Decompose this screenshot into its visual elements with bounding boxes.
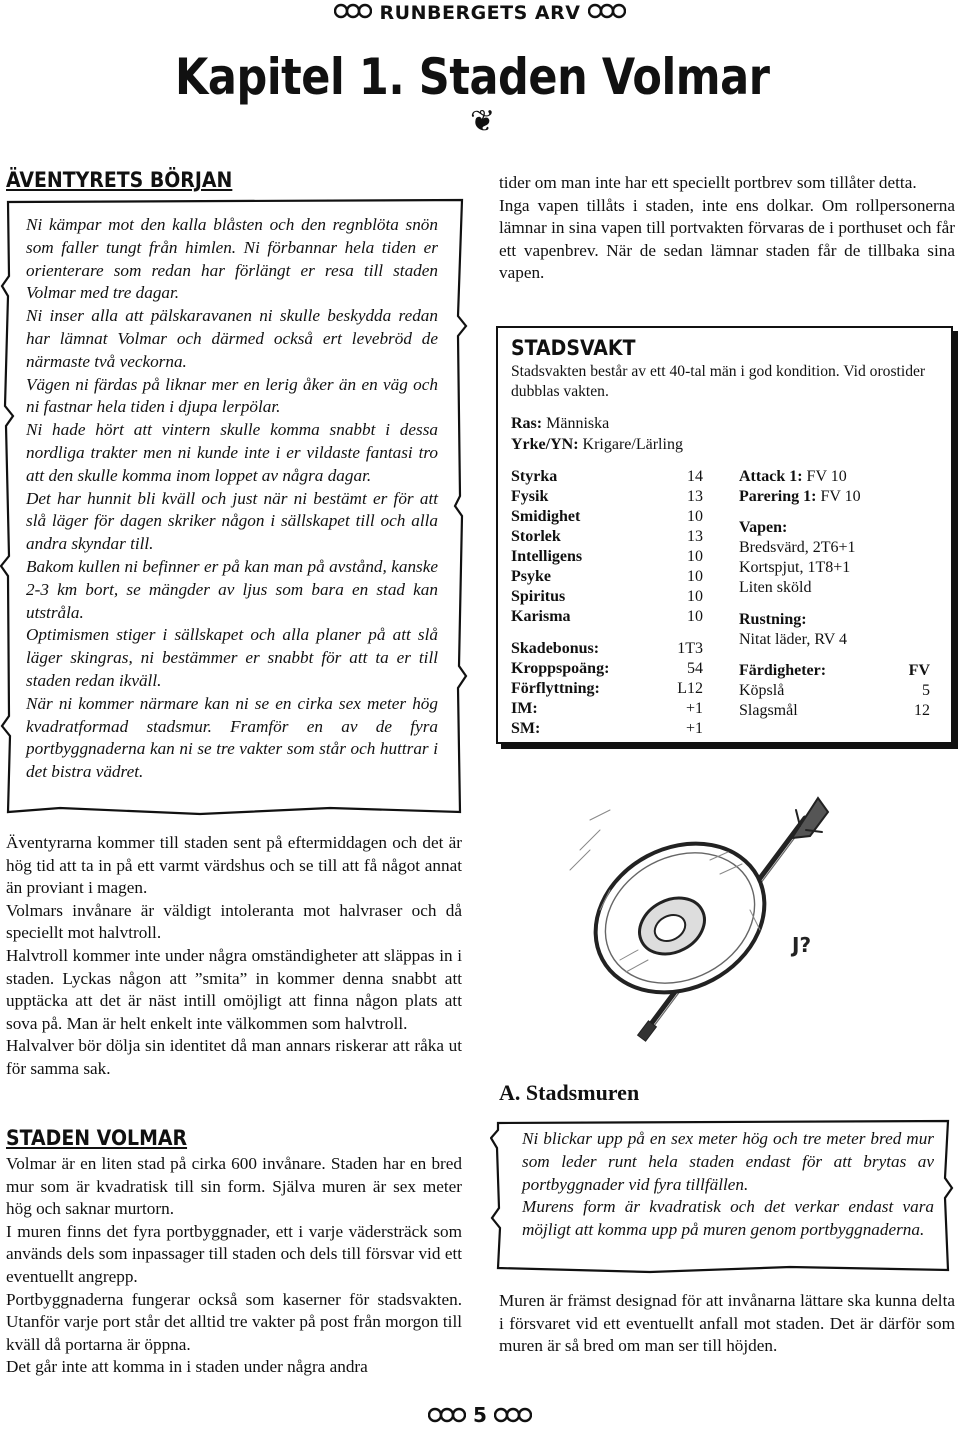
statblock-title: STADSVAKT [511, 336, 636, 360]
attribute-value: 10 [687, 508, 703, 525]
armor-value: Nitat läder, RV 4 [739, 631, 847, 648]
boxed-paragraph: Ni blickar upp på en sex meter hög och tre meter bred mur som leder runt hela staden endast för att brytas av portbyggnader vid fyra tillfällen. [522, 1129, 934, 1194]
body-paragraph: Portbyggnaderna fungerar också som kaserner för stadsvakten. Utanför varje port står det alltid tre vakter på post från morgon till kväll då portarna är öppna. [6, 1289, 462, 1354]
intro-boxed-text [26, 214, 438, 784]
attribute-value: 10 [687, 608, 703, 625]
attribute-value: 10 [687, 588, 703, 605]
armor-label: Rustning: [739, 611, 807, 628]
page-number: 5 [473, 1403, 487, 1427]
boxed-paragraph: Ni kämpar mot den kalla blåsten och den regnblöta snön som faller tungt från himlen. Ni förbannar hela tiden er orienterare som redan har förlängt er resa till staden Volmar med tre dagar. [26, 215, 438, 303]
book-title: RUNBERGETS ARV [379, 2, 581, 24]
shield-and-spear-illustration [560, 790, 860, 1060]
statblock-stadsvakt [496, 326, 953, 744]
weapons-label: Vapen: [739, 519, 788, 536]
page-footer [0, 1403, 960, 1429]
boxed-paragraph: Ni inser alla att pälskaravanen ni skulle beskydda redan har lämnat Volmar och därmed också ert levebröd de närmaste två veckorna. [26, 306, 438, 371]
knot-ornament-icon [588, 2, 626, 25]
derived-value: +1 [685, 720, 703, 737]
derived-name: Skadebonus: [511, 640, 600, 657]
body-paragraph: Volmars invånare är väldigt intoleranta mot halvraser och då speciellt mot halvtroll. [6, 900, 462, 943]
skill-name: Slagsmål [739, 702, 798, 719]
attribute-value: 14 [687, 468, 703, 485]
derived-name: Kroppspoäng: [511, 660, 610, 677]
chapter-title: Kapitel 1. Staden Volmar [175, 48, 770, 106]
fleuron-icon: ❦ [470, 104, 496, 139]
staden-volmar-text [6, 1153, 462, 1379]
skills-label: Färdigheter: [739, 662, 827, 679]
boxed-paragraph: Murens form är kvadratisk och det verkar endast vara möjligt att komma upp på muren genom portbyggnaderna. [522, 1197, 934, 1240]
race-row [511, 414, 609, 434]
job-row [511, 435, 683, 455]
derived-name: SM: [511, 720, 541, 737]
attribute-name: Karisma [511, 608, 571, 625]
boxed-paragraph: Optimismen stiger i sällskapet och alla planer på att slå läger skingras, ni bestämmer er snabbt för att ta er till staden redan ikväll. [26, 625, 438, 690]
attack-row [739, 467, 847, 487]
weapon-item: Bredsvärd, 2T6+1 [739, 539, 856, 556]
boxed-paragraph: Vägen ni färdas på liknar mer en lerig åker än en väg och ni fastnar hela tiden i djupa lerpölar. [26, 374, 438, 417]
attribute-name: Fysik [511, 488, 549, 505]
race-label: Ras: [511, 415, 543, 432]
attribute-value: 13 [687, 528, 703, 545]
job-value: Krigare/Lärling [582, 436, 683, 453]
attribute-name: Storlek [511, 528, 561, 545]
body-paragraph: Volmar är en liten stad på cirka 600 invånare. Staden har en bred mur som är kvadratisk till sin form. Själva muren är sex meter hög och saknar murtorn. [6, 1154, 462, 1219]
skill-name: Köpslå [739, 682, 785, 699]
intro-body-text [6, 832, 462, 1081]
derived-name: IM: [511, 700, 538, 717]
derived-value: L12 [677, 680, 703, 697]
body-paragraph: Inga vapen tillåts i staden, inte ens dolkar. Om rollpersonerna lämnar in sina vapen till portvakten förvaras de i porthuset och får ett vapenbrev. När de sedan lämnar staden får de tillbaka sina vapen. [499, 195, 955, 283]
body-paragraph: Äventyrarna kommer till staden sent på eftermiddagen och det är hög tid att ta in på ett varmt värdshus och se till att få något annat än proviant i magen. [6, 833, 462, 898]
section-title-staden-volmar: STADEN VOLMAR [6, 1126, 188, 1150]
parry-row [739, 487, 861, 507]
attribute-value: 10 [687, 548, 703, 565]
attribute-value: 10 [687, 568, 703, 585]
boxed-paragraph: Bakom kullen ni befinner er på kan man på avstånd, kanske 2-3 km bort, se mängder av ljus som bara en stad kan utstråla. [26, 556, 438, 622]
derived-value: 54 [687, 660, 703, 677]
boxed-paragraph: Det har hunnit bli kväll och just när ni bestämt er för att slå läger för dagen skriker någon i sällskapet till och alla andra skyndar till. [26, 488, 438, 554]
statblock-description: Stadsvakten består av ett 40-tal män i god kondition. Vid orostider dubblas vakten. [511, 363, 926, 400]
body-paragraph: Halvalver bör dölja sin identitet då man annars riskerar att råka ut för samma sak. [6, 1036, 462, 1078]
artist-signature: J? [792, 933, 812, 957]
skill-value: 12 [914, 702, 930, 719]
attribute-name: Spiritus [511, 588, 566, 605]
skills-fv-header: FV [908, 662, 930, 679]
body-paragraph: tider om man inte har ett speciellt portbrev som tillåter detta. [499, 173, 917, 192]
attribute-name: Psyke [511, 568, 551, 585]
attribute-name: Styrka [511, 468, 558, 485]
subsection-title: A. Stadsmuren [499, 1080, 640, 1105]
continued-text [499, 172, 955, 285]
weapon-item: Kortspjut, 1T8+1 [739, 559, 851, 576]
parry-label: Parering 1: [739, 488, 817, 505]
attribute-name: Intelligens [511, 548, 583, 565]
attribute-name: Smidighet [511, 508, 581, 525]
attack-label: Attack 1: [739, 468, 803, 485]
race-value: Människa [546, 415, 610, 432]
attack-value: FV 10 [806, 468, 847, 485]
skill-value: 5 [922, 682, 930, 699]
attribute-value: 13 [687, 488, 703, 505]
parry-value: FV 10 [820, 488, 861, 505]
derived-value: 1T3 [677, 640, 703, 657]
knot-ornament-icon [494, 1405, 532, 1429]
stadsmuren-body-text: Muren är främst designad för att invånarna lättare ska kunna delta i försvaret vid ett eventuellt anfall mot staden. Det är därför som muren är så bred om man ser till höjden. [499, 1291, 955, 1356]
boxed-paragraph: Ni hade hört att vintern skulle komma snabbt i dessa nordliga trakter men ni kunde inte i er vildaste fantasi tro att den skulle komma inom loppet av några dagar. [26, 420, 438, 485]
stadsmuren-boxed-text [522, 1128, 934, 1242]
derived-name: Förflyttning: [511, 680, 600, 697]
body-paragraph: Det går inte att komma in i staden under några andra [6, 1357, 368, 1377]
knot-ornament-icon [334, 2, 372, 25]
running-header [0, 2, 960, 25]
body-paragraph: Halvtroll kommer inte under några omständigheter att släppas in i staden. Lyckas någon att ”smita” in kommer denna snabbt att upptäcka att det är näst intill omöjligt att finna någon plats att sova på. Man är helt enkelt inte välkommen som halvtroll. [6, 945, 462, 1033]
boxed-paragraph: När ni kommer närmare kan ni se en cirka sex meter hög kvadratformad stadsmur. Framför en av de fyra portbyggnaderna kan ni se tre vakter som står och huttrar i det bistra vädret. [26, 693, 438, 782]
body-paragraph: I muren finns det fyra portbyggnader, ett i varje vädersträck som används dels som inpassager till staden och dels till försvar vid ett eventuellt angrepp. [6, 1221, 462, 1286]
section-title-aventyrets-borjan: ÄVENTYRETS BÖRJAN [6, 168, 233, 192]
weapon-item: Liten sköld [739, 579, 812, 596]
knot-ornament-icon [428, 1405, 466, 1429]
derived-value: +1 [685, 700, 703, 717]
job-label: Yrke/YN: [511, 436, 579, 453]
